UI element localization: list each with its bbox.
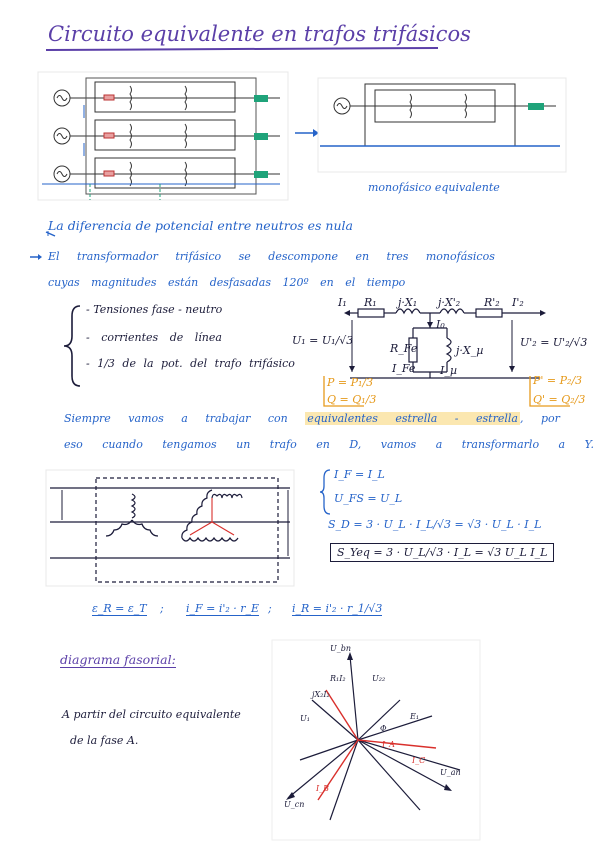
label-R1: R₁ [364,296,377,309]
bullet-desfasadas: cuyas magnitudes están desfasadas 120º en el tiempo [48,276,406,289]
label-jX2: j·X'₂ [438,296,461,309]
text-siempre: Siempre vamos a trabajar con equivalentes estrella - estrella , por [64,412,560,425]
partir-line1: A partir del circuito equivalente [62,708,241,721]
phasor-label-U1: U₁ [300,714,310,723]
label-U2: U'₂ = U'₂/√3 [520,336,588,349]
phasor-label-phi: Φ [380,724,387,733]
monofasico-label: monofásico equivalente [368,181,500,194]
page-title: Circuito equivalente en trafos trifásicos [48,22,471,46]
partir-line2: de la fase A. [70,734,139,747]
power-left-Q: Q = Q₁/3 [327,393,377,406]
phasor-label-R1I2: R₁I₂ [330,674,346,683]
eq-ir: i_R = i'₂ · r_1/√3 [292,602,383,615]
label-jX1: j·X₁ [398,296,418,309]
diagrama-label: diagrama fasorial: [60,652,176,667]
label-IFe: I_Fe [392,362,416,375]
eq-sep1: ; [160,602,164,615]
power-right-P: P' = P₂/3 [533,374,583,387]
phasor-label-jX2I2: jX₂I₂ [312,690,330,699]
list-item-corrientes: - corrientes de línea [86,331,222,344]
label-R2: R'₂ [484,296,500,309]
bullet-neutros: La diferencia de potencial entre neutros es nula [48,218,353,233]
eq-Sd: S_D = 3 · U_L · I_L/√3 = √3 · U_L · I_L [328,518,542,531]
phasor-label-IC: I_C [412,756,426,765]
label-I2p: I'₂ [512,296,524,309]
text-eso: eso cuando tengamos un trafo en D, vamos a transformarlo a Y. [64,438,594,451]
label-I0: I₀ [436,318,445,331]
label-jXu: j·X_µ [456,344,484,357]
highlight-estrella: equivalentes estrella - estrella [307,412,518,425]
label-RFe: R_Fe [390,342,418,355]
phasor-label-E1: E₁ [410,712,420,721]
power-right-Q: Q' = Q₂/3 [533,393,586,406]
phasor-label-Ucn: U_cn [284,800,305,809]
phasor-label-Uan: U_an [440,768,461,777]
label-I1: I₁ [338,296,347,309]
eq-Syeq-box: S_Yeq = 3 · U_L/√3 · I_L = √3 U_L I_L [330,543,554,562]
eq-If: I_F = I_L [334,468,385,481]
eq-if: i_F = i'₂ · r_E [186,602,260,615]
label-Iu: I_µ [440,364,457,377]
label-U1: U₁ = U₁/√3 [292,334,354,347]
eq-er: ε_R = ε_T [92,602,147,615]
list-item-tensiones: - Tensiones fase - neutro [86,303,223,316]
phasor-label-IA: I_A [382,740,395,749]
phasor-label-IB: I_B [316,784,330,793]
phasor-label-U22: U₂₂ [372,674,386,683]
power-left-P: P = P₁/3 [327,376,374,389]
eq-Ufs: U_FS = U_L [334,492,403,505]
bullet-descompone: El transformador trifásico se descompone en tres monofásicos [48,250,495,263]
list-item-potencia: - 1/3 de la pot. del trafo trifásico [86,357,295,370]
eq-sep2: ; [268,602,272,615]
phasor-label-Ubn: U_bn [330,644,352,653]
